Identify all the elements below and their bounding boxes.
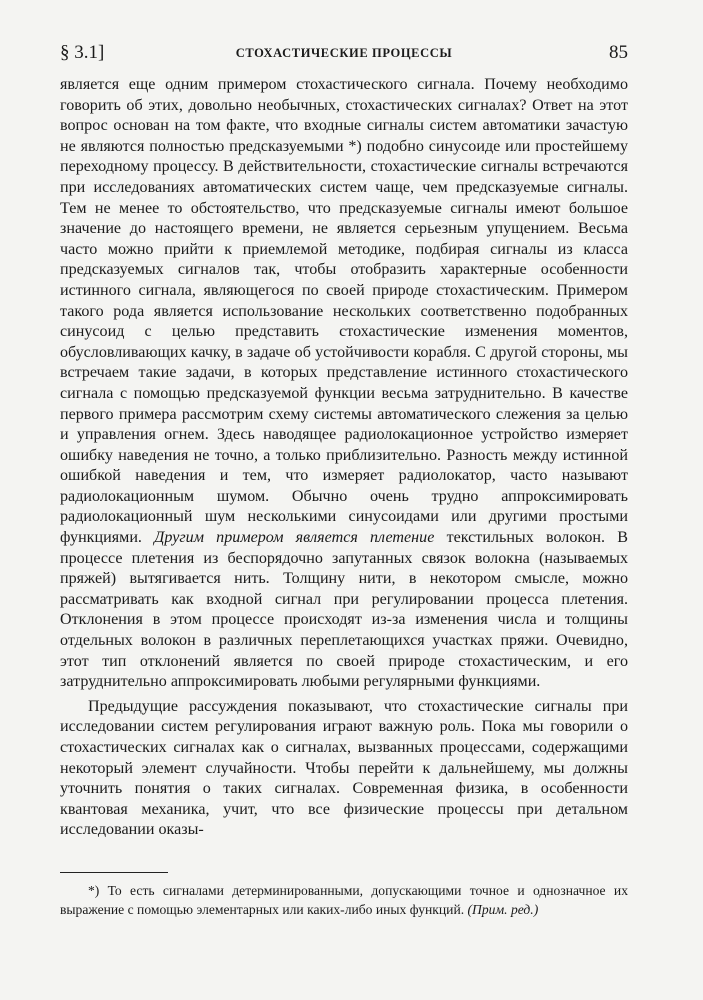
section-number: § 3.1] (60, 42, 105, 63)
running-title: СТОХАСТИЧЕСКИЕ ПРОЦЕССЫ (235, 46, 453, 60)
footnote (60, 881, 628, 919)
paragraph-1-italic: Другим примером является плетение (154, 529, 435, 547)
paragraph-1-text-a: является еще одним примером стохастического сигнала. Почему необходимо говорить об этих, довольно необычных, стохастических сигналах? Ответ на этот вопрос основан на том факте, что входные сигналы систем автоматики зачастую не являются полностью предсказуемыми *) подобно синусоиде или простейшему переходному процессу. В действительности, стохастические сигналы встречаются при исследованиях автоматических систем чаще, чем предсказуемые сигналы. Тем не менее то обстоятельство, что предсказуемые сигналы имеют большое значение до настоящего времени, не является серьезным упущением. Весьма часто можно прийти к приемлемой методике, подбирая сигналы из класса предсказуемых сигналов так, чтобы отобразить характерные особенности истинного сигнала, являющегося по своей природе стохастическим. Примером такого рода является использование нескольких соответственно подобранных синусоид с целью представить стохастические изменения моментов, обусловливающих качку, в задаче об устойчивости корабля. С другой стороны, мы встречаем такие задачи, в которых представление истинного стохастического сигнала с помощью предсказуемой функции весьма затруднительно. В качестве первого примера рассмотрим схему системы автоматического слежения за целью и управления огнем. Здесь наводящее радиолокационное устройство измеряет ошибку наведения не точно, а только приблизительно. Разность между истинной ошибкой наведения и тем, что измеряет радиолокатор, часто называют радиолокационным шумом. Обычно очень трудно аппроксимировать радиолокационный шум несколькими синусоидами или другими простыми функциями. (60, 76, 628, 547)
footnote-divider (60, 872, 168, 873)
paragraph-1-text-b: текстильных волокон. В процессе плетения из беспорядочно запутанных связок волокна (называемых пряжей) вытягивается нить. Толщину нити, в некотором смысле, можно рассматривать как входной сигнал при регулировании процесса плетения. Отклонения в этом процессе происходят из-за изменения числа и толщины отдельных волокон в различных переплетающихся участках пряжи. Очевидно, этот тип отклонений является по своей природе стохастическим, и его затруднительно аппроксимировать любыми регулярными функциями. (60, 529, 628, 691)
footnote-text: *) То есть сигналами детерминированными, допускающими точное и однозначное их выражение с помощью элементарных или каких-либо иных функций. (60, 883, 628, 917)
page-number: 85 (609, 42, 628, 63)
paragraph-1 (60, 75, 628, 693)
running-header (60, 42, 628, 68)
footnote-editor-note: (Прим. ред.) (467, 902, 539, 917)
paragraph-2: Предыдущие рассуждения показывают, что стохастические сигналы при исследовании систем регулирования играют важную роль. Пока мы говорили о стохастических сигналах как о сигналах, вызванных процессами, содержащими некоторый элемент случайности. Чтобы перейти к дальнейшему, мы должны уточнить понятия о таких сигналах. Современная физика, в особенности квантовая механика, учит, что все физические процессы при детальном исследовании оказы- (60, 697, 628, 839)
main-text (60, 75, 628, 841)
